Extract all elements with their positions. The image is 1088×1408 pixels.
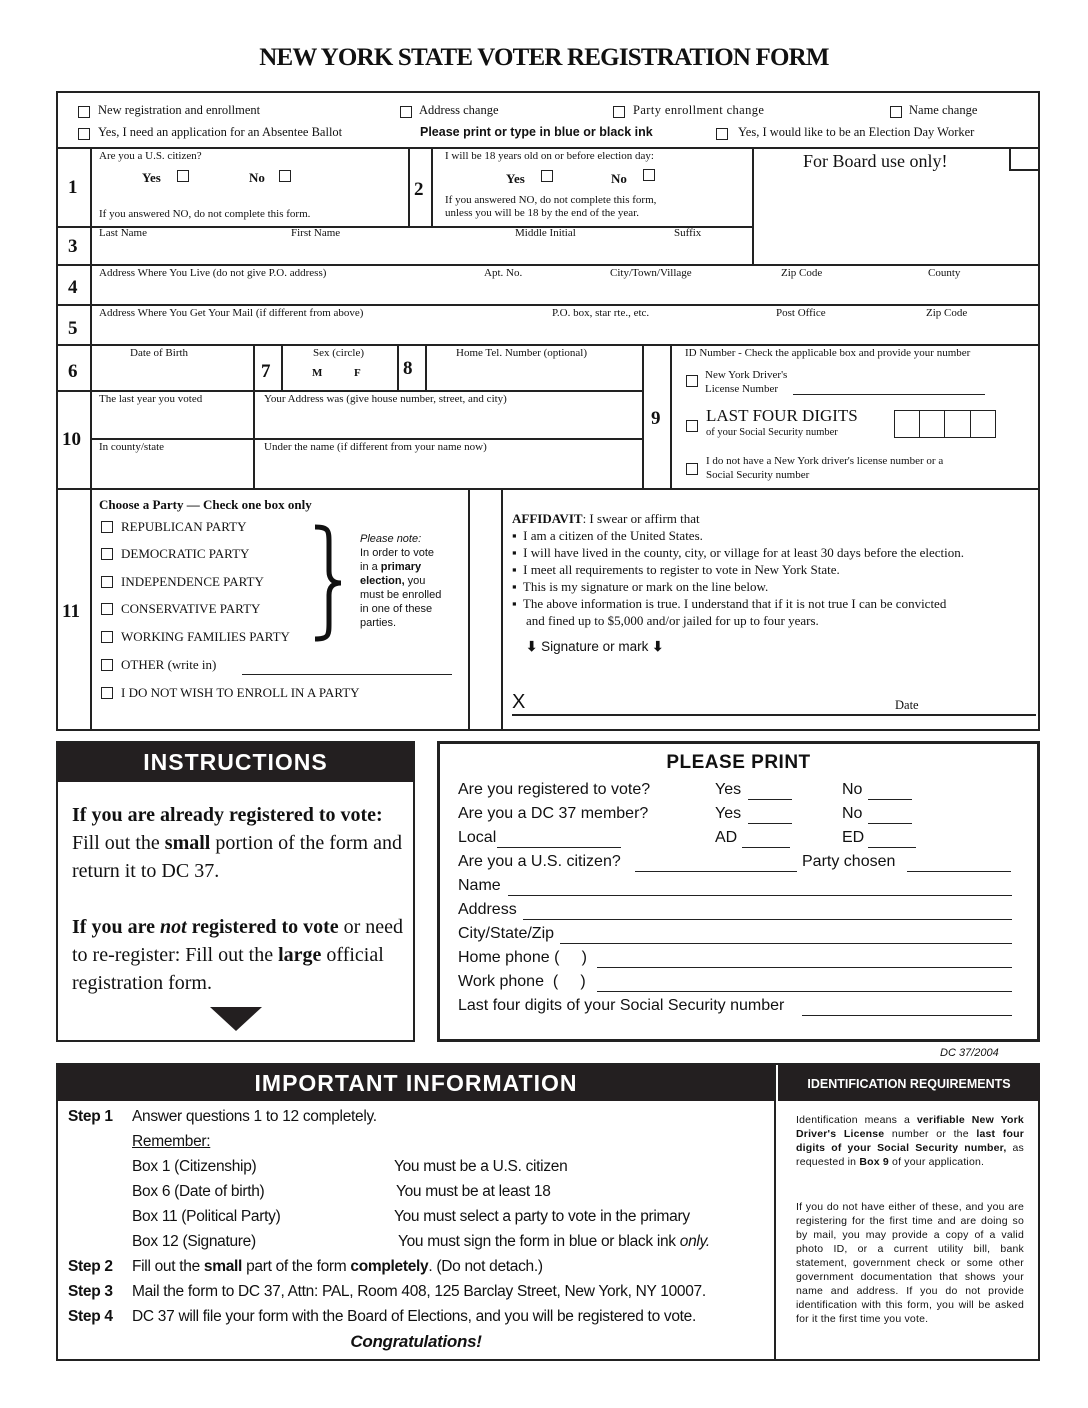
citizen-no-checkbox[interactable] [279,170,291,182]
signature-line [512,714,1036,716]
arrow-down-icon: ⬇ [652,639,664,654]
party-header [99,497,312,513]
name-change-checkbox[interactable] [890,106,902,118]
instr-text: or need to re-register: Fill out the [72,916,404,966]
box-2-number: 2 [414,179,424,200]
last-name-label: Last Name [99,227,147,239]
date-input[interactable] [930,693,1030,713]
id-requirements-p2: If you do not have either of these, and you are registering for the first time and are doing so by mail, you may provide a copy of a valid photo ID, or a current utility bill, bank statement, government check or some other government documentation that shows your name and address. If you do not provide identification with this form, you will be asked for it the first time you vote. [796,1201,1024,1325]
ssn-label: Last four digits of your Social Security number [458,997,785,1014]
step-2-part: part of the form [242,1258,351,1275]
page-title: NEW YORK STATE VOTER REGISTRATION FORM [259,44,829,71]
sex-female-option[interactable]: F [354,367,361,379]
id-text: number or the [884,1128,977,1140]
county-state-input[interactable] [98,457,248,479]
instructions-not-registered [72,913,412,997]
work-phone-label: Work phone ( ) [458,973,586,990]
remember-label: Remember: [132,1133,211,1150]
box-7-number: 7 [261,361,271,382]
previous-address-input[interactable] [258,409,638,431]
step-2-part: Fill out the [132,1258,204,1275]
instr-bold: large [278,944,322,966]
affidavit-item-text: This is my signature or mark on the line below. [522,579,769,594]
id-bold: verifiable New York Driver's License [796,1114,1024,1140]
city-label: City/Town/Village [610,267,692,279]
democratic-label: DEMOCRATIC PARTY [121,546,250,561]
election-worker-label: Yes, I would like to be an Election Day Worker [738,125,975,139]
step-1-label: Step 1 [68,1108,113,1125]
mail-address-label: Address Where You Get Your Mail (if different from above) [99,307,364,319]
form-code: DC 37/2004 [940,1047,999,1059]
age-yes-label: Yes [506,171,525,186]
registered-yes-label: Yes [715,781,742,798]
step-2-part: . (Do not detach.) [428,1258,543,1275]
registered-yes-input[interactable] [748,784,792,800]
no-id-label-1: I do not have a New York driver's license number or a [706,455,944,467]
note-line: in a [360,561,381,573]
first-name-label: First Name [291,227,341,239]
reminder-requirement: You must be a U.S. citizen [394,1158,568,1175]
po-box-label: P.O. box, star rte., etc. [552,307,650,319]
license-label-1: New York Driver's [705,369,788,381]
phone-input[interactable] [430,363,640,385]
ssn-small-label: of your Social Security number [706,427,838,438]
box-5-number: 5 [68,318,78,339]
affidavit-item: ▪ This is my signature or mark on the line below. [512,579,769,594]
box-6-number: 6 [68,361,78,382]
citizen-input[interactable] [635,856,797,872]
please-print-header: PLEASE PRINT [666,752,811,773]
arrow-down-icon: ⬇ [526,639,538,654]
instr-bold: small [164,832,211,854]
box-11-number: 11 [62,601,80,622]
no-party-label: I DO NOT WISH TO ENROLL IN A PARTY [121,685,360,700]
previous-name-label: Under the name (if different from your name now) [264,441,487,453]
step-3-label: Step 3 [68,1283,113,1300]
instr-bold: If you are [72,916,160,938]
age-no-checkbox[interactable] [643,169,655,181]
brace-icon [313,523,343,643]
affidavit-item-text: I will have lived in the county, city, or village for at least 30 days before the election. [523,545,964,560]
affidavit-intro: : I swear or affirm that [582,511,700,526]
no-id-label-2: Social Security number [706,469,810,481]
important-header: IMPORTANT INFORMATION [58,1065,774,1101]
sex-male-option[interactable]: M [312,367,323,379]
id-requirements-p1 [796,1113,1024,1169]
reminder-box: Box 1 (Citizenship) [132,1158,257,1175]
note-line: parties. [360,617,397,629]
home-phone-input[interactable] [597,952,1012,968]
previous-name-input[interactable] [258,457,638,479]
absentee-label: Yes, I need an application for an Absentee Ballot [98,125,343,139]
note-line: In order to vote [360,547,434,559]
drivers-license-checkbox[interactable] [686,375,698,387]
last-year-voted-input[interactable] [98,409,248,431]
post-office-label: Post Office [776,307,826,319]
instructions-header: INSTRUCTIONS [58,743,413,782]
instructions-registered [72,801,412,885]
box-4-number: 4 [68,277,78,298]
registration-form [56,91,1040,731]
name-change-label: Name change [909,103,978,117]
election-worker-checkbox[interactable] [716,128,728,140]
ad-label: AD [715,829,738,846]
box-3-number: 3 [68,236,78,257]
new-registration-checkbox[interactable] [78,106,90,118]
license-label-2: License Number [705,383,778,395]
important-info-box [56,1063,1040,1361]
citizen-note: If you answered NO, do not complete this form. [99,208,311,220]
note-line: primary [380,561,422,573]
step-2-bold: completely [350,1258,429,1275]
other-party-label: OTHER (write in) [121,657,217,672]
reminder-box: Box 12 (Signature) [132,1233,256,1250]
step-1-text: Answer questions 1 to 12 completely. [132,1108,377,1125]
work-phone-input[interactable] [597,976,1012,992]
instructions-box [56,741,415,1042]
ssn-checkbox[interactable] [686,420,698,432]
dob-input[interactable] [98,363,248,385]
citizen-yes-checkbox[interactable] [177,170,189,182]
mail-zip-label: Zip Code [926,307,968,319]
age-question: I will be 18 years old on or before election day: [445,150,654,162]
congratulations-text: Congratulations! [350,1332,482,1351]
reminder-box: Box 11 (Political Party) [132,1208,281,1225]
registered-question: Are you registered to vote? [458,781,651,798]
ssn-digit-3[interactable] [945,410,971,438]
instr-bold: registered to vote [186,916,339,938]
id-text: Identification means a [796,1114,917,1126]
mail-address-input[interactable] [98,321,1033,343]
conservative-label: CONSERVATIVE PARTY [121,601,261,616]
address-change-label: Address change [419,103,499,117]
id-requirements-header: IDENTIFICATION REQUIREMENTS [778,1065,1040,1101]
home-address-input[interactable] [98,281,1033,303]
registered-no-label: No [842,781,863,798]
note-line: in one of these [360,603,433,615]
member-no-label: No [842,805,863,822]
working-families-checkbox[interactable] [101,631,113,643]
step-4-text: DC 37 will file your form with the Board of Elections, and you will be registered to vote. [132,1308,696,1325]
step-4-label: Step 4 [68,1308,113,1325]
member-question: Are you a DC 37 member? [458,805,649,822]
primary-note [360,532,441,630]
step-2-text [132,1258,543,1276]
republican-checkbox[interactable] [101,521,113,533]
party-header-text: Choose a Party — Check one box only [99,497,312,512]
id-bold: Box 9 [859,1156,889,1168]
signature-input[interactable] [528,693,868,713]
note-line: you [404,575,426,587]
age-no-label: No [611,171,627,186]
local-input[interactable] [497,832,621,848]
citizen-yes-label: Yes [142,170,161,185]
age-note-2: unless you will be 18 by the end of the year. [445,207,639,219]
step-3-text: Mail the form to DC 37, Attn: PAL, Room 408, 125 Barclay Street, New York, NY 10007. [132,1283,706,1300]
ssn-digit-1[interactable] [894,410,920,438]
id-text: as requested in [796,1142,1024,1168]
city-state-zip-input[interactable] [560,928,1012,944]
print-ssn-input[interactable] [802,1000,1012,1016]
local-label: Local [458,829,497,846]
instr-text: portion of the form and return it to DC 37. [72,832,402,882]
print-address-input[interactable] [523,904,1012,920]
other-party-checkbox[interactable] [101,659,113,671]
no-party-checkbox[interactable] [101,687,113,699]
affidavit-item: ▪ I will have lived in the county, city, or village for at least 30 days before the election. [512,545,964,560]
affidavit-title: AFFIDAVIT [512,511,583,526]
box-9-number: 9 [651,408,661,429]
reminder-requirement: You must be at least 18 [396,1183,551,1200]
note-title: Please note: [360,533,422,545]
member-no-input[interactable] [868,808,912,824]
affidavit-item-text: I am a citizen of the United States. [523,528,703,543]
independence-checkbox[interactable] [101,576,113,588]
citizen-question: Are you a U.S. citizen? [99,150,202,162]
license-number-input[interactable] [793,379,985,395]
ssn-digit-4[interactable] [971,410,997,438]
box-8-number: 8 [403,358,413,379]
home-address-label: Address Where You Live (do not give P.O. address) [99,267,327,279]
reminder-requirement [398,1233,710,1251]
ed-label: ED [842,829,865,846]
conservative-checkbox[interactable] [101,603,113,615]
note-line: election, [360,575,405,587]
board-use-box [1009,147,1038,171]
instr-text: official registration form. [72,944,384,994]
working-families-label: WORKING FAMILIES PARTY [121,629,290,644]
apt-label: Apt. No. [484,267,523,279]
member-yes-input[interactable] [748,808,792,824]
citizen-question-small: Are you a U.S. citizen? [458,853,621,870]
independence-label: INDEPENDENCE PARTY [121,574,264,589]
board-use-label: For Board use only! [803,151,948,171]
ssn-digit-boxes [894,410,996,438]
ad-input[interactable] [742,832,790,848]
id-text: of your application. [888,1156,985,1168]
new-registration-label: New registration and enrollment [98,103,261,117]
name-input[interactable] [98,241,748,263]
note-line: must be enrolled [360,589,442,601]
step-2-label: Step 2 [68,1258,113,1275]
instr-text: Fill out the [72,832,165,854]
absentee-checkbox[interactable] [78,128,90,140]
party-change-label: Party enrollment change [633,103,765,117]
date-label: Date [895,698,919,712]
ssn-digit-2[interactable] [920,410,946,438]
previous-address-label: Your Address was (give house number, street, and city) [264,393,507,405]
affidavit-heading [512,510,700,527]
instr-italic: not [159,916,187,938]
signature-x-mark: X [512,691,526,713]
zip-label: Zip Code [781,267,823,279]
last-year-voted-label: The last year you voted [99,393,203,405]
affidavit-item-text: The above information is true. I understand that if it is not true I can be convicted [522,596,947,611]
other-party-input[interactable] [242,661,452,675]
print-ink-note: Please print or type in blue or black ink [420,125,653,139]
city-state-zip-label: City/State/Zip [458,925,555,942]
ssn-big-label: LAST FOUR DIGITS [706,406,858,425]
id-number-header: ID Number - Check the applicable box and provide your number [685,347,971,359]
reminder-req-text: You must sign the form in blue or black ink [398,1233,680,1250]
instr-bold: If you are already registered to vote: [72,804,383,826]
signature-label-row [526,638,663,655]
democratic-checkbox[interactable] [101,548,113,560]
reminder-requirement: You must select a party to vote in the primary [394,1208,690,1225]
id-bold: last four digits of your Social Security number, [796,1128,1024,1154]
affidavit-item: ▪ I am a citizen of the United States. [512,528,703,543]
party-change-checkbox[interactable] [613,106,625,118]
affidavit-item-text: I meet all requirements to register to vote in New York State. [523,562,840,577]
box-1-number: 1 [68,177,78,198]
county-state-label: In county/state [99,441,165,453]
age-yes-checkbox[interactable] [541,170,553,182]
please-print-box [437,741,1040,1042]
age-note-1: If you answered NO, do not complete this form, [445,194,657,206]
triangle-down-icon [210,1007,262,1031]
suffix-label: Suffix [674,227,702,239]
member-yes-label: Yes [715,805,742,822]
registered-no-input[interactable] [868,784,912,800]
phone-label: Home Tel. Number (optional) [456,347,587,359]
print-name-input[interactable] [508,880,1012,896]
affidavit-item-continued: and fined up to $5,000 and/or jailed for up to four years. [526,613,819,628]
republican-label: REPUBLICAN PARTY [121,519,247,534]
ed-input[interactable] [868,832,916,848]
address-change-checkbox[interactable] [400,106,412,118]
sex-label: Sex (circle) [313,347,364,359]
name-label: Name [458,877,501,894]
reminder-req-italic: only. [679,1233,710,1250]
step-2-bold: small [203,1258,243,1275]
affidavit-item: ▪ The above information is true. I understand that if it is not true I can be convicted [512,596,947,611]
no-id-checkbox[interactable] [686,463,698,475]
signature-label: Signature or mark [541,639,649,654]
affidavit-item: ▪ I meet all requirements to register to vote in New York State. [512,562,840,577]
middle-initial-label: Middle Initial [515,227,576,239]
home-phone-label: Home phone ( ) [458,949,587,966]
reminder-box: Box 6 (Date of birth) [132,1183,265,1200]
section-divider [774,1065,778,1359]
citizen-no-label: No [249,170,265,185]
box-10-number: 10 [62,429,81,450]
party-chosen-label: Party chosen [802,853,896,870]
county-label: County [928,267,961,279]
address-label: Address [458,901,517,918]
dob-label: Date of Birth [130,347,189,359]
party-chosen-input[interactable] [907,856,1011,872]
